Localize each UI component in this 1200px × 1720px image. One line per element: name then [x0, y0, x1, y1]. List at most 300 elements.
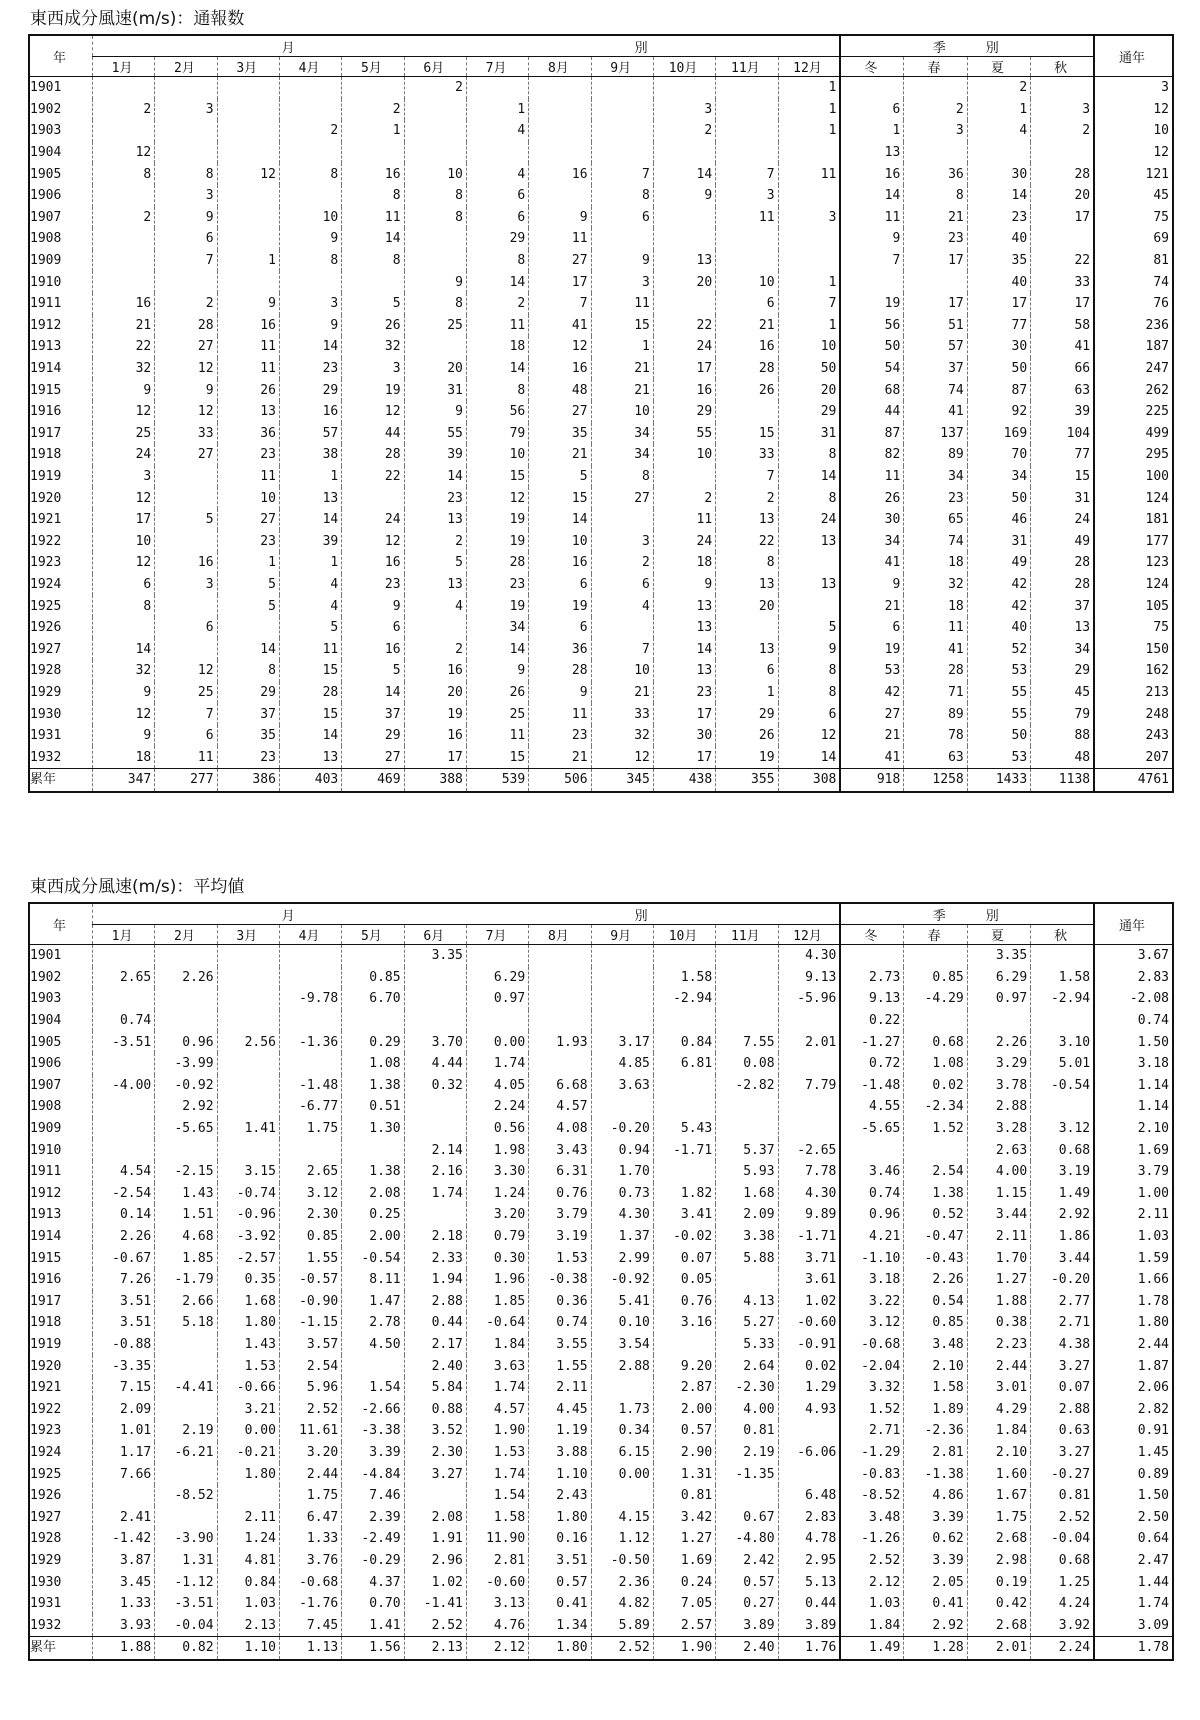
year-cell: 1914 — [29, 1226, 92, 1248]
annual-value-cell: 2.47 — [1094, 1550, 1173, 1572]
season-value-cell: 2.63 — [967, 1139, 1030, 1161]
season-value-cell: 0.74 — [840, 1183, 903, 1205]
month-value-cell — [529, 988, 591, 1010]
month-header: 7月 — [466, 925, 528, 945]
season-value-cell: 3.78 — [967, 1075, 1030, 1097]
season-value-cell: 41 — [840, 552, 903, 574]
month-value-cell: 4.44 — [404, 1053, 466, 1075]
month-value-cell: 2.00 — [342, 1226, 404, 1248]
month-value-cell: 1 — [778, 99, 840, 121]
table-row — [29, 401, 1173, 423]
month-value-cell: 24 — [653, 336, 715, 358]
season-value-cell — [840, 77, 903, 99]
month-value-cell — [279, 142, 341, 164]
month-value-cell — [653, 77, 715, 99]
month-value-cell: -0.02 — [653, 1226, 715, 1248]
month-value-cell: -0.21 — [217, 1442, 279, 1464]
month-value-cell: 1.19 — [529, 1420, 591, 1442]
month-value-cell: 2.13 — [404, 1637, 466, 1660]
month-value-cell — [778, 595, 840, 617]
table-row — [29, 1528, 1173, 1550]
month-value-cell: 12 — [155, 358, 217, 380]
month-value-cell: -0.29 — [342, 1550, 404, 1572]
month-value-cell: 2.96 — [404, 1550, 466, 1572]
month-value-cell: 13 — [217, 401, 279, 423]
month-value-cell: 2.87 — [653, 1377, 715, 1399]
month-value-cell: 9 — [92, 682, 154, 704]
month-value-cell: 0.81 — [653, 1485, 715, 1507]
month-value-cell: 21 — [529, 746, 591, 768]
month-value-cell: 7.26 — [92, 1269, 154, 1291]
season-value-cell: 17 — [1031, 293, 1094, 315]
month-value-cell: 3.38 — [716, 1226, 778, 1248]
month-header: 3月 — [217, 925, 279, 945]
month-value-cell — [778, 1463, 840, 1485]
month-value-cell: 1.02 — [404, 1571, 466, 1593]
month-value-cell: 0.27 — [716, 1593, 778, 1615]
season-value-cell: 1.88 — [967, 1291, 1030, 1313]
month-value-cell: 3.57 — [279, 1334, 341, 1356]
table-row — [29, 1593, 1173, 1615]
season-value-cell — [967, 1010, 1030, 1032]
month-value-cell: 9 — [342, 595, 404, 617]
year-cell: 1927 — [29, 638, 92, 660]
season-value-cell: 23 — [967, 207, 1030, 229]
season-value-cell: 77 — [967, 315, 1030, 337]
table-row — [29, 1226, 1173, 1248]
total-row — [29, 769, 1173, 792]
year-cell: 1905 — [29, 1031, 92, 1053]
table-row — [29, 1506, 1173, 1528]
month-value-cell — [716, 142, 778, 164]
year-cell: 1919 — [29, 466, 92, 488]
month-value-cell — [279, 945, 341, 967]
month-value-cell: 18 — [466, 336, 528, 358]
year-header: 年 — [29, 903, 92, 945]
month-value-cell: 27 — [217, 509, 279, 531]
season-value-cell: 49 — [967, 552, 1030, 574]
month-value-cell: 16 — [404, 660, 466, 682]
month-value-cell: 3.15 — [217, 1161, 279, 1183]
season-value-cell — [904, 77, 967, 99]
season-value-cell: 41 — [1031, 336, 1094, 358]
month-value-cell: 13 — [404, 509, 466, 531]
month-value-cell: 23 — [217, 444, 279, 466]
month-value-cell: 25 — [155, 682, 217, 704]
annual-value-cell: 0.74 — [1094, 1010, 1173, 1032]
year-cell: 1903 — [29, 988, 92, 1010]
season-header: 冬 — [840, 925, 903, 945]
month-value-cell: 6 — [466, 207, 528, 229]
month-value-cell — [591, 967, 653, 989]
month-value-cell: 3.63 — [466, 1355, 528, 1377]
month-value-cell: 3.76 — [279, 1550, 341, 1572]
annual-value-cell: 3.09 — [1094, 1614, 1173, 1636]
season-value-cell: 23 — [904, 228, 967, 250]
month-value-cell — [653, 1161, 715, 1183]
season-value-cell: 30 — [840, 509, 903, 531]
month-value-cell: 19 — [404, 703, 466, 725]
annual-value-cell: 187 — [1094, 336, 1173, 358]
month-value-cell: 0.34 — [591, 1420, 653, 1442]
season-value-cell — [967, 142, 1030, 164]
month-value-cell: 79 — [466, 423, 528, 445]
month-header: 3月 — [217, 57, 279, 77]
month-value-cell: 25 — [404, 315, 466, 337]
month-value-cell: -3.90 — [155, 1528, 217, 1550]
month-value-cell: 12 — [92, 487, 154, 509]
month-value-cell: 12 — [92, 401, 154, 423]
season-value-cell: 1.58 — [904, 1377, 967, 1399]
month-value-cell — [778, 142, 840, 164]
month-value-cell: 3 — [778, 207, 840, 229]
table-row — [29, 444, 1173, 466]
season-value-cell: 2.52 — [1031, 1506, 1094, 1528]
month-value-cell — [155, 945, 217, 967]
month-value-cell: 1.30 — [342, 1118, 404, 1140]
month-value-cell: -6.77 — [279, 1096, 341, 1118]
month-value-cell — [217, 185, 279, 207]
month-value-cell: 3 — [92, 466, 154, 488]
annual-value-cell: 124 — [1094, 487, 1173, 509]
month-value-cell — [155, 530, 217, 552]
year-cell: 1910 — [29, 271, 92, 293]
month-value-cell: 5 — [217, 574, 279, 596]
season-value-cell: -2.04 — [840, 1355, 903, 1377]
month-value-cell: 23 — [217, 530, 279, 552]
table-row — [29, 185, 1173, 207]
month-value-cell: 16 — [529, 358, 591, 380]
month-value-cell: 20 — [778, 379, 840, 401]
season-value-cell: 71 — [904, 682, 967, 704]
month-value-cell: 0.14 — [92, 1204, 154, 1226]
annual-value-cell: 2.83 — [1094, 967, 1173, 989]
year-cell: 1926 — [29, 617, 92, 639]
season-value-cell: 2.68 — [967, 1528, 1030, 1550]
month-value-cell: 1.24 — [466, 1183, 528, 1205]
season-value-cell: -1.27 — [840, 1031, 903, 1053]
table-row — [29, 1420, 1173, 1442]
month-value-cell: 5.88 — [716, 1247, 778, 1269]
month-value-cell: 16 — [404, 725, 466, 747]
month-value-cell: 2 — [404, 530, 466, 552]
season-value-cell: 6 — [840, 617, 903, 639]
annual-value-cell: 3.79 — [1094, 1161, 1173, 1183]
month-value-cell: 11 — [591, 293, 653, 315]
month-value-cell — [466, 945, 528, 967]
month-header: 9月 — [591, 925, 653, 945]
month-value-cell: -3.38 — [342, 1420, 404, 1442]
table-row — [29, 1247, 1173, 1269]
month-value-cell — [217, 1010, 279, 1032]
month-value-cell: 2.30 — [279, 1204, 341, 1226]
season-value-cell: 2.01 — [967, 1637, 1030, 1660]
month-value-cell: 4.54 — [92, 1161, 154, 1183]
month-value-cell — [217, 99, 279, 121]
month-value-cell: 21 — [716, 315, 778, 337]
season-value-cell: 2.81 — [904, 1442, 967, 1464]
month-value-cell: -5.65 — [155, 1118, 217, 1140]
month-value-cell: 308 — [778, 769, 840, 792]
annual-value-cell: 76 — [1094, 293, 1173, 315]
month-value-cell — [716, 1485, 778, 1507]
month-value-cell: -0.20 — [591, 1118, 653, 1140]
season-value-cell: 3.12 — [1031, 1118, 1094, 1140]
month-value-cell: 24 — [92, 444, 154, 466]
month-value-cell: 14 — [778, 466, 840, 488]
season-value-cell: 28 — [1031, 574, 1094, 596]
annual-value-cell: 105 — [1094, 595, 1173, 617]
month-value-cell: 5.18 — [155, 1312, 217, 1334]
season-value-cell: -1.38 — [904, 1463, 967, 1485]
month-value-cell: 2.26 — [155, 967, 217, 989]
month-value-cell: 1 — [279, 552, 341, 574]
table-row — [29, 509, 1173, 531]
table-row — [29, 595, 1173, 617]
table-row — [29, 660, 1173, 682]
month-value-cell: 11 — [155, 746, 217, 768]
month-value-cell: 277 — [155, 769, 217, 792]
month-value-cell: -2.57 — [217, 1247, 279, 1269]
month-value-cell: 5 — [342, 293, 404, 315]
month-value-cell — [716, 1010, 778, 1032]
month-value-cell: 0.00 — [591, 1463, 653, 1485]
month-header: 1月 — [92, 57, 154, 77]
month-value-cell — [342, 1139, 404, 1161]
season-value-cell: 35 — [967, 250, 1030, 272]
annual-value-cell: 1.03 — [1094, 1226, 1173, 1248]
month-value-cell: 2.92 — [155, 1096, 217, 1118]
month-value-cell: 20 — [716, 595, 778, 617]
month-value-cell: 1.51 — [155, 1204, 217, 1226]
season-value-cell: 22 — [1031, 250, 1094, 272]
annual-value-cell: 1.74 — [1094, 1593, 1173, 1615]
year-cell: 累年 — [29, 1637, 92, 1660]
month-value-cell: 4.15 — [591, 1506, 653, 1528]
annual-value-cell: 0.91 — [1094, 1420, 1173, 1442]
month-value-cell — [529, 945, 591, 967]
month-value-cell: 1.55 — [529, 1355, 591, 1377]
month-value-cell: 0.25 — [342, 1204, 404, 1226]
month-value-cell — [279, 1010, 341, 1032]
table-row — [29, 379, 1173, 401]
month-value-cell — [279, 967, 341, 989]
season-value-cell: 8 — [904, 185, 967, 207]
month-value-cell — [653, 1075, 715, 1097]
season-value-cell: 0.62 — [904, 1528, 967, 1550]
season-value-cell: 26 — [840, 487, 903, 509]
month-value-cell: 0.74 — [529, 1312, 591, 1334]
month-value-cell — [529, 967, 591, 989]
season-value-cell: 1.67 — [967, 1485, 1030, 1507]
month-value-cell: 388 — [404, 769, 466, 792]
month-value-cell — [92, 945, 154, 967]
month-value-cell: -0.50 — [591, 1550, 653, 1572]
season-value-cell: 2.88 — [1031, 1398, 1094, 1420]
month-value-cell: 5.41 — [591, 1291, 653, 1313]
month-value-cell: 0.35 — [217, 1269, 279, 1291]
month-value-cell: 1.43 — [217, 1334, 279, 1356]
annual-value-cell: 262 — [1094, 379, 1173, 401]
year-cell: 1911 — [29, 293, 92, 315]
table-row — [29, 1550, 1173, 1572]
season-value-cell: 34 — [967, 466, 1030, 488]
month-value-cell: 2.64 — [716, 1355, 778, 1377]
season-value-cell: 87 — [840, 423, 903, 445]
season-value-cell: 1.60 — [967, 1463, 1030, 1485]
season-value-cell: 3.39 — [904, 1550, 967, 1572]
season-value-cell: 18 — [904, 552, 967, 574]
month-value-cell: 3 — [155, 99, 217, 121]
month-value-cell — [404, 250, 466, 272]
month-value-cell: 0.57 — [653, 1420, 715, 1442]
month-value-cell: 1.98 — [466, 1139, 528, 1161]
month-value-cell — [778, 1010, 840, 1032]
month-value-cell: 1.80 — [529, 1506, 591, 1528]
annual-value-cell: 2.44 — [1094, 1334, 1173, 1356]
month-value-cell — [591, 1010, 653, 1032]
month-value-cell: 1 — [591, 336, 653, 358]
season-value-cell: 29 — [1031, 660, 1094, 682]
month-value-cell: 4.30 — [778, 1183, 840, 1205]
month-value-cell: 13 — [279, 746, 341, 768]
month-value-cell: 1.53 — [466, 1442, 528, 1464]
month-value-cell: -0.74 — [217, 1183, 279, 1205]
year-cell: 1928 — [29, 1528, 92, 1550]
month-value-cell: 2.40 — [716, 1637, 778, 1660]
month-value-cell: 2 — [342, 99, 404, 121]
season-value-cell: 56 — [840, 315, 903, 337]
season-value-cell: 19 — [840, 293, 903, 315]
month-value-cell: 1.73 — [591, 1398, 653, 1420]
month-value-cell: 6 — [92, 574, 154, 596]
season-value-cell: 74 — [904, 379, 967, 401]
month-value-cell: -2.94 — [653, 988, 715, 1010]
season-value-cell: 30 — [967, 163, 1030, 185]
table-row — [29, 725, 1173, 747]
month-value-cell: 2.40 — [404, 1355, 466, 1377]
month-value-cell: -1.42 — [92, 1528, 154, 1550]
season-value-cell: 14 — [967, 185, 1030, 207]
month-value-cell: -3.51 — [155, 1593, 217, 1615]
month-value-cell: 2.11 — [217, 1506, 279, 1528]
season-value-cell: 2.92 — [904, 1614, 967, 1636]
year-header: 年 — [29, 35, 92, 77]
month-value-cell: 7.05 — [653, 1593, 715, 1615]
month-value-cell: 5.33 — [716, 1334, 778, 1356]
month-value-cell — [653, 142, 715, 164]
season-value-cell: 0.68 — [904, 1031, 967, 1053]
month-value-cell: 2.13 — [217, 1614, 279, 1636]
month-value-cell: 12 — [155, 660, 217, 682]
table-row — [29, 293, 1173, 315]
season-value-cell: 0.85 — [904, 967, 967, 989]
month-value-cell: 2 — [591, 552, 653, 574]
month-value-cell: 56 — [466, 401, 528, 423]
month-value-cell: 1.80 — [217, 1463, 279, 1485]
table-row — [29, 1485, 1173, 1507]
table-row — [29, 1053, 1173, 1075]
month-value-cell: 9 — [529, 207, 591, 229]
annual-value-cell: 213 — [1094, 682, 1173, 704]
table-row — [29, 1355, 1173, 1377]
month-value-cell: -3.92 — [217, 1226, 279, 1248]
month-value-cell: 7.46 — [342, 1485, 404, 1507]
month-value-cell: 37 — [217, 703, 279, 725]
season-value-cell: 24 — [1031, 509, 1094, 531]
month-value-cell: 4.45 — [529, 1398, 591, 1420]
season-value-cell: 3.29 — [967, 1053, 1030, 1075]
month-value-cell — [404, 1118, 466, 1140]
annual-value-cell: 69 — [1094, 228, 1173, 250]
year-cell: 1927 — [29, 1506, 92, 1528]
season-value-cell: 2.88 — [967, 1096, 1030, 1118]
month-value-cell: 14 — [653, 638, 715, 660]
season-value-cell: 54 — [840, 358, 903, 380]
month-value-cell: 8 — [404, 293, 466, 315]
month-value-cell: 6 — [155, 725, 217, 747]
month-value-cell: 35 — [529, 423, 591, 445]
month-value-cell: 8 — [778, 487, 840, 509]
month-value-cell: 10 — [217, 487, 279, 509]
month-value-cell: 36 — [217, 423, 279, 445]
season-value-cell — [1031, 77, 1094, 99]
month-value-cell: 12 — [591, 746, 653, 768]
season-value-cell: 3.48 — [904, 1334, 967, 1356]
month-value-cell: -0.67 — [92, 1247, 154, 1269]
month-value-cell: 1 — [778, 77, 840, 99]
season-value-cell: 2.10 — [904, 1355, 967, 1377]
season-value-cell: 2.77 — [1031, 1291, 1094, 1313]
month-value-cell: 3.79 — [529, 1204, 591, 1226]
month-header: 11月 — [716, 57, 778, 77]
month-value-cell: 355 — [716, 769, 778, 792]
season-value-cell: 1138 — [1031, 769, 1094, 792]
month-value-cell: 3.87 — [92, 1550, 154, 1572]
annual-value-cell: 0.89 — [1094, 1463, 1173, 1485]
month-value-cell: 4.08 — [529, 1118, 591, 1140]
month-value-cell: 1.85 — [155, 1247, 217, 1269]
annual-value-cell: 162 — [1094, 660, 1173, 682]
month-value-cell: 2.14 — [404, 1139, 466, 1161]
month-value-cell: 469 — [342, 769, 404, 792]
month-value-cell: 347 — [92, 769, 154, 792]
season-value-cell: -2.36 — [904, 1420, 967, 1442]
month-value-cell: 7.55 — [716, 1031, 778, 1053]
annual-value-cell: 207 — [1094, 746, 1173, 768]
year-cell: 1922 — [29, 530, 92, 552]
annual-header: 通年 — [1094, 35, 1173, 77]
month-value-cell: -1.12 — [155, 1571, 217, 1593]
month-value-cell — [529, 99, 591, 121]
month-value-cell — [279, 185, 341, 207]
season-value-cell: 4.38 — [1031, 1334, 1094, 1356]
month-value-cell: 10 — [591, 660, 653, 682]
year-cell: 1918 — [29, 444, 92, 466]
month-value-cell — [653, 293, 715, 315]
month-value-cell: 35 — [217, 725, 279, 747]
season-value-cell: 1.49 — [1031, 1183, 1094, 1205]
season-value-cell: 28 — [904, 660, 967, 682]
season-group-header: 季 別 — [840, 903, 1094, 925]
month-value-cell: 13 — [653, 250, 715, 272]
annual-value-cell: 177 — [1094, 530, 1173, 552]
season-value-cell: 4.00 — [967, 1161, 1030, 1183]
month-value-cell: 25 — [92, 423, 154, 445]
month-value-cell: 7 — [591, 638, 653, 660]
year-cell: 1925 — [29, 595, 92, 617]
month-value-cell — [279, 99, 341, 121]
